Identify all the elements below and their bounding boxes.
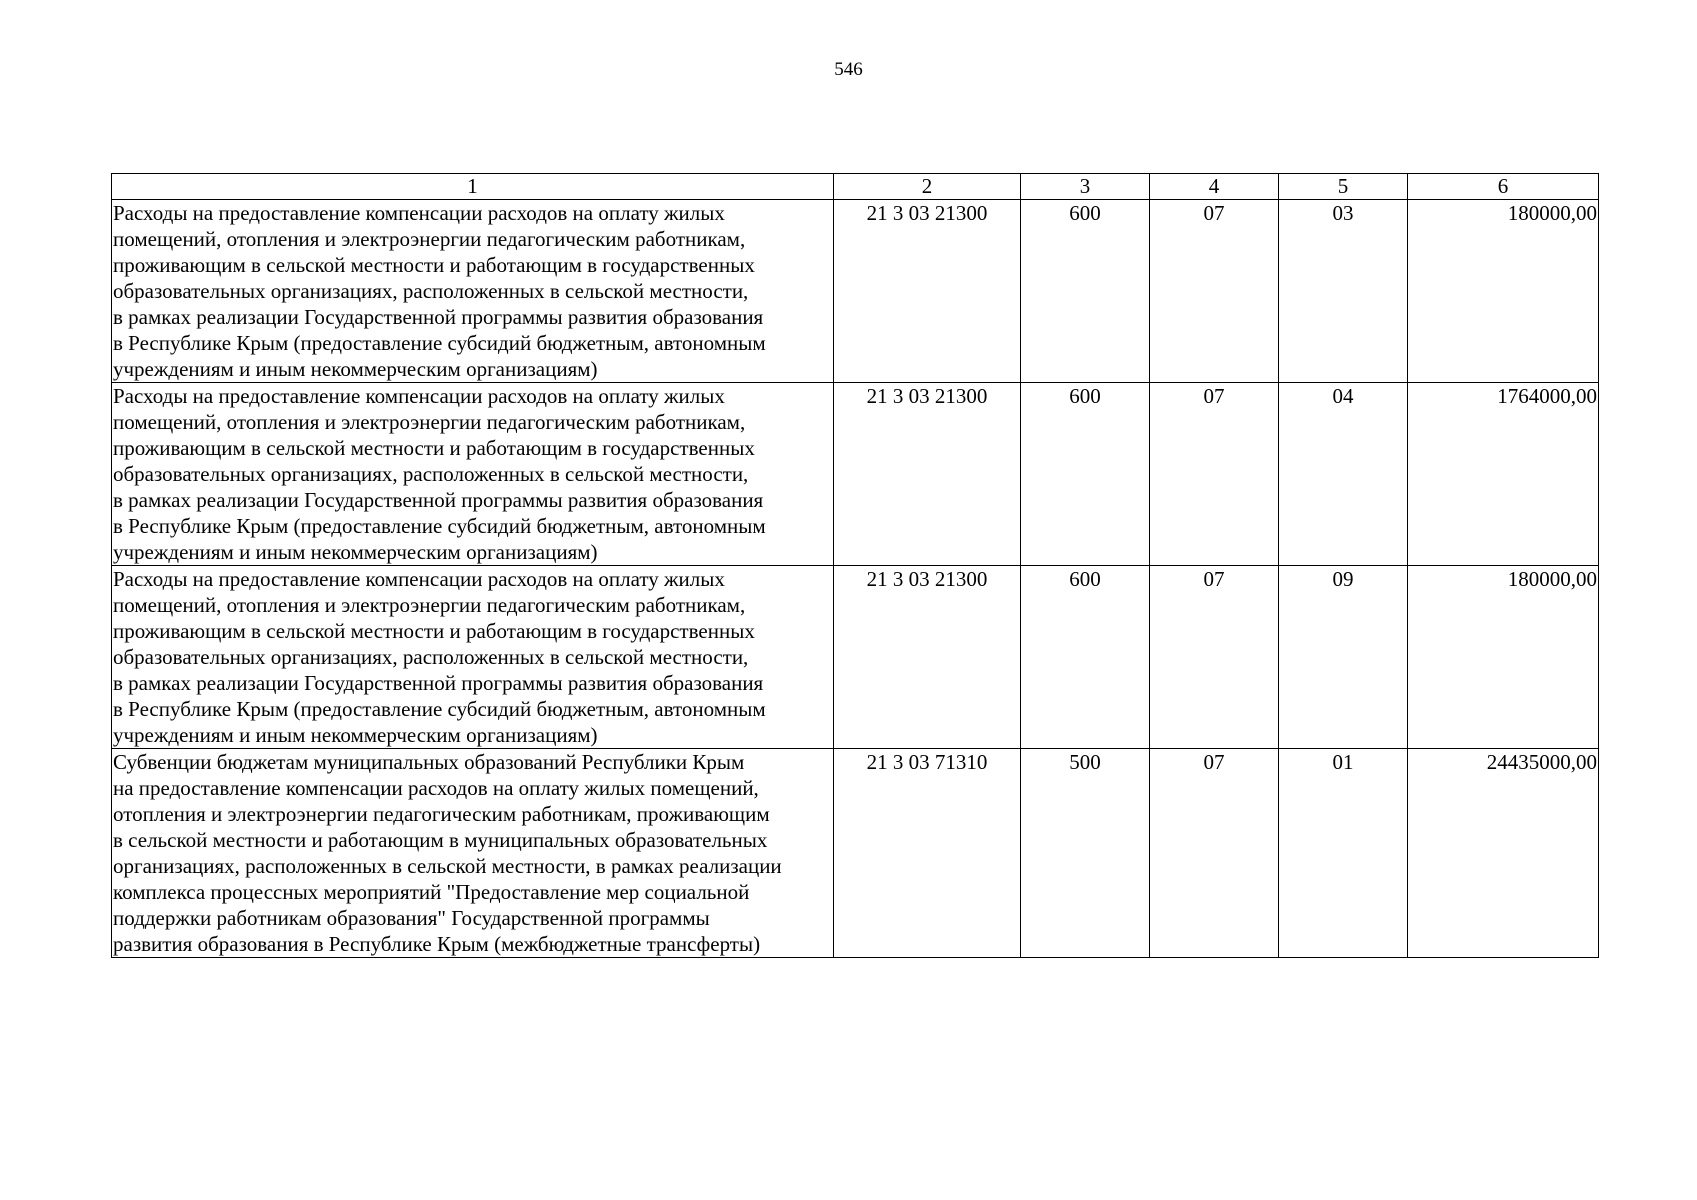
column-header-5: 5 [1279,174,1408,200]
column-header-1: 1 [112,174,834,200]
table-header-row [112,174,1599,200]
page-number: 546 [834,59,863,80]
column-header-4: 4 [1150,174,1279,200]
row-col5: 09 [1279,566,1408,749]
row-col4: 07 [1150,200,1279,383]
row-col4: 07 [1150,749,1279,958]
row-amount: 1764000,00 [1408,383,1599,566]
row-col5: 01 [1279,749,1408,958]
row-description: Расходы на предоставление компенсации расходов на оплату жилых помещений, отопления и электроэнергии педагогическим работникам, проживающим в сельской местности и работающим в государственных образовательных организациях, расположенных в сельской местности, в рамках реализации Государственной программы развития образования в Республике Крым (предоставление субсидий бюджетным, автономным учреждениям и иным некоммерческим организациям) [112,566,834,749]
table-row [112,200,1599,383]
row-col5: 03 [1279,200,1408,383]
row-code: 21 3 03 21300 [834,383,1021,566]
row-amount: 180000,00 [1408,566,1599,749]
row-col4: 07 [1150,383,1279,566]
row-col3: 600 [1021,383,1150,566]
table-row [112,566,1599,749]
row-code: 21 3 03 71310 [834,749,1021,958]
row-col3: 600 [1021,200,1150,383]
row-code: 21 3 03 21300 [834,200,1021,383]
row-amount: 180000,00 [1408,200,1599,383]
row-col3: 600 [1021,566,1150,749]
budget-table [111,173,1599,958]
table-row [112,749,1599,958]
column-header-3: 3 [1021,174,1150,200]
column-header-6: 6 [1408,174,1599,200]
row-amount: 24435000,00 [1408,749,1599,958]
table-row [112,383,1599,566]
row-description: Субвенции бюджетам муниципальных образований Республики Крым на предоставление компенсации расходов на оплату жилых помещений, отопления и электроэнергии педагогическим работникам, проживающим в сельской местности и работающим в муниципальных образовательных организациях, расположенных в сельской местности, в рамках реализации комплекса процессных мероприятий "Предоставление мер социальной поддержки работникам образования" Государственной программы развития образования в Республике Крым (межбюджетные трансферты) [112,749,834,958]
column-header-2: 2 [834,174,1021,200]
row-col3: 500 [1021,749,1150,958]
row-description: Расходы на предоставление компенсации расходов на оплату жилых помещений, отопления и электроэнергии педагогическим работникам, проживающим в сельской местности и работающим в государственных образовательных организациях, расположенных в сельской местности, в рамках реализации Государственной программы развития образования в Республике Крым (предоставление субсидий бюджетным, автономным учреждениям и иным некоммерческим организациям) [112,383,834,566]
row-col4: 07 [1150,566,1279,749]
row-description: Расходы на предоставление компенсации расходов на оплату жилых помещений, отопления и электроэнергии педагогическим работникам, проживающим в сельской местности и работающим в государственных образовательных организациях, расположенных в сельской местности, в рамках реализации Государственной программы развития образования в Республике Крым (предоставление субсидий бюджетным, автономным учреждениям и иным некоммерческим организациям) [112,200,834,383]
row-col5: 04 [1279,383,1408,566]
row-code: 21 3 03 21300 [834,566,1021,749]
